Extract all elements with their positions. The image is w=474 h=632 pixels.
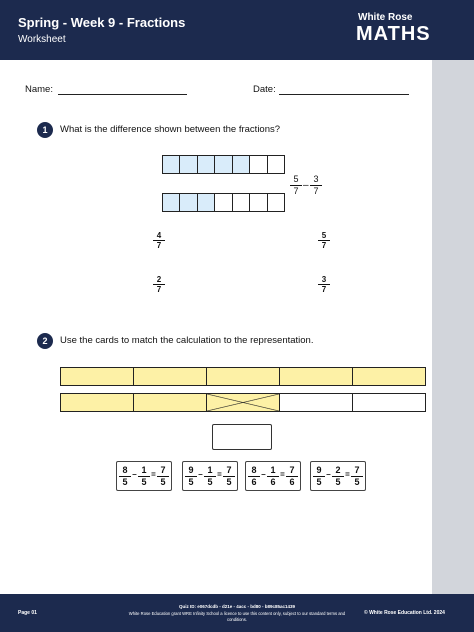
card-1-c-den: 5 (157, 476, 169, 488)
option-2-numerator: 5 (321, 231, 327, 240)
calculation-card-1[interactable] (116, 461, 172, 491)
answer-option-3[interactable] (153, 275, 165, 294)
calc-fraction-b (310, 174, 322, 197)
card-4-b-den: 5 (332, 476, 344, 488)
card-4-fraction-b (332, 465, 344, 488)
name-field[interactable] (58, 94, 187, 95)
header-banner (0, 0, 474, 60)
card-4-minus: – (326, 470, 331, 479)
name-label: Name: (25, 84, 53, 95)
minus-sign: – (303, 180, 309, 191)
worksheet-title: Spring - Week 9 - Fractions (18, 15, 186, 30)
option-1-denominator: 7 (153, 240, 165, 250)
card-3-minus: – (261, 470, 266, 479)
fraction-bar-top (162, 155, 285, 174)
card-4-a-num: 9 (316, 465, 322, 475)
copyright: © White Rose Education Ltd. 2024 (364, 610, 445, 616)
crossed-bar-segment (207, 394, 280, 411)
card-2-a-num: 9 (188, 465, 194, 475)
bar-segment (280, 394, 353, 411)
card-1-equals: = (151, 470, 156, 479)
licence-text: White Rose Education grant WRE Infinity School a licence to use this content only, subject to our standard terms and conditions. (128, 611, 346, 622)
calculation-card-4[interactable] (310, 461, 366, 491)
bar-segment (180, 194, 197, 211)
card-1-minus: – (132, 470, 137, 479)
calc-a-denominator: 7 (290, 185, 302, 197)
card-3-fraction-c (286, 465, 298, 488)
card-3-fraction-b (267, 465, 279, 488)
card-2-c-den: 5 (223, 476, 235, 488)
bar-segment (215, 194, 232, 211)
card-3-b-num: 1 (270, 465, 276, 475)
bar-segment (353, 368, 425, 385)
representation-bar-bottom (60, 393, 426, 412)
question-2-text: Use the cards to match the calculation to the representation. (60, 335, 314, 346)
option-3-denominator: 7 (153, 284, 165, 294)
card-3-a-den: 6 (248, 476, 260, 488)
card-4-b-num: 2 (335, 465, 341, 475)
bar-segment (163, 194, 180, 211)
card-3-b-den: 6 (267, 476, 279, 488)
bar-segment (198, 194, 215, 211)
card-1-c-num: 7 (160, 465, 166, 475)
fraction-bar-bottom (162, 193, 285, 212)
card-1-fraction-a (119, 465, 131, 488)
quiz-id: Quiz ID: e067dcdb - d21e - 4acc - bd80 - b89c85ac1439 (178, 604, 296, 609)
answer-option-1[interactable] (153, 231, 165, 250)
card-3-a-num: 8 (251, 465, 257, 475)
calc-b-denominator: 7 (310, 185, 322, 197)
worksheet-subtitle: Worksheet (18, 34, 66, 45)
bar-segment (163, 156, 180, 173)
card-3-c-den: 6 (286, 476, 298, 488)
calc-a-numerator: 5 (293, 174, 299, 184)
calc-fraction-a (290, 174, 302, 197)
calculation-card-3[interactable] (245, 461, 301, 491)
bar-segment (280, 368, 353, 385)
bar-segment (250, 156, 267, 173)
card-1-a-num: 8 (122, 465, 128, 475)
card-3-fraction-a (248, 465, 260, 488)
bar-segment (207, 368, 280, 385)
question-number-2: 2 (37, 333, 53, 349)
bar-segment (215, 156, 232, 173)
representation-bar-top (60, 367, 426, 386)
logo-bottom-text: MATHS (356, 23, 431, 45)
footer (0, 594, 474, 632)
card-1-a-den: 5 (119, 476, 131, 488)
card-1-b-den: 5 (138, 476, 150, 488)
option-4-denominator: 7 (318, 284, 330, 294)
card-1-fraction-c (157, 465, 169, 488)
bar-segment (268, 156, 284, 173)
date-label: Date: (253, 84, 276, 95)
card-2-c-num: 7 (226, 465, 232, 475)
card-1-b-num: 1 (141, 465, 147, 475)
card-2-fraction-c (223, 465, 235, 488)
card-1-fraction-b (138, 465, 150, 488)
question-1-text: What is the difference shown between the fractions? (60, 124, 281, 135)
bar-segment (134, 394, 207, 411)
card-2-minus: – (198, 470, 203, 479)
bar-segment (353, 394, 425, 411)
option-4-numerator: 3 (321, 275, 327, 284)
bar-segment (198, 156, 215, 173)
date-field[interactable] (279, 94, 409, 95)
card-4-fraction-c (351, 465, 363, 488)
card-2-a-den: 5 (185, 476, 197, 488)
option-2-denominator: 7 (318, 240, 330, 250)
bar-segment (233, 156, 250, 173)
option-1-numerator: 4 (156, 231, 162, 240)
card-4-c-num: 7 (354, 465, 360, 475)
card-2-b-den: 5 (204, 476, 216, 488)
card-2-b-num: 1 (207, 465, 213, 475)
calculation-card-2[interactable] (182, 461, 238, 491)
bar-segment (180, 156, 197, 173)
answer-drop-box[interactable] (212, 424, 272, 450)
calc-b-numerator: 3 (313, 174, 319, 184)
logo-top-text: White Rose (358, 12, 413, 23)
option-3-numerator: 2 (156, 275, 162, 284)
bar-segment (233, 194, 250, 211)
question-number-1: 1 (37, 122, 53, 138)
card-2-fraction-a (185, 465, 197, 488)
card-3-c-num: 7 (289, 465, 295, 475)
card-2-equals: = (217, 470, 222, 479)
bar-segment (134, 368, 207, 385)
card-2-fraction-b (204, 465, 216, 488)
card-4-fraction-a (313, 465, 325, 488)
bar-segment (61, 368, 134, 385)
card-4-equals: = (345, 470, 350, 479)
bar-segment (268, 194, 284, 211)
bar-segment (61, 394, 134, 411)
white-rose-maths-logo (356, 12, 446, 48)
card-4-c-den: 5 (351, 476, 363, 488)
card-4-a-den: 5 (313, 476, 325, 488)
bar-segment (250, 194, 267, 211)
answer-option-4[interactable] (318, 275, 330, 294)
answer-option-2[interactable] (318, 231, 330, 250)
page-number: Page 01 (18, 610, 37, 616)
card-3-equals: = (280, 470, 285, 479)
right-margin-strip (432, 60, 474, 594)
